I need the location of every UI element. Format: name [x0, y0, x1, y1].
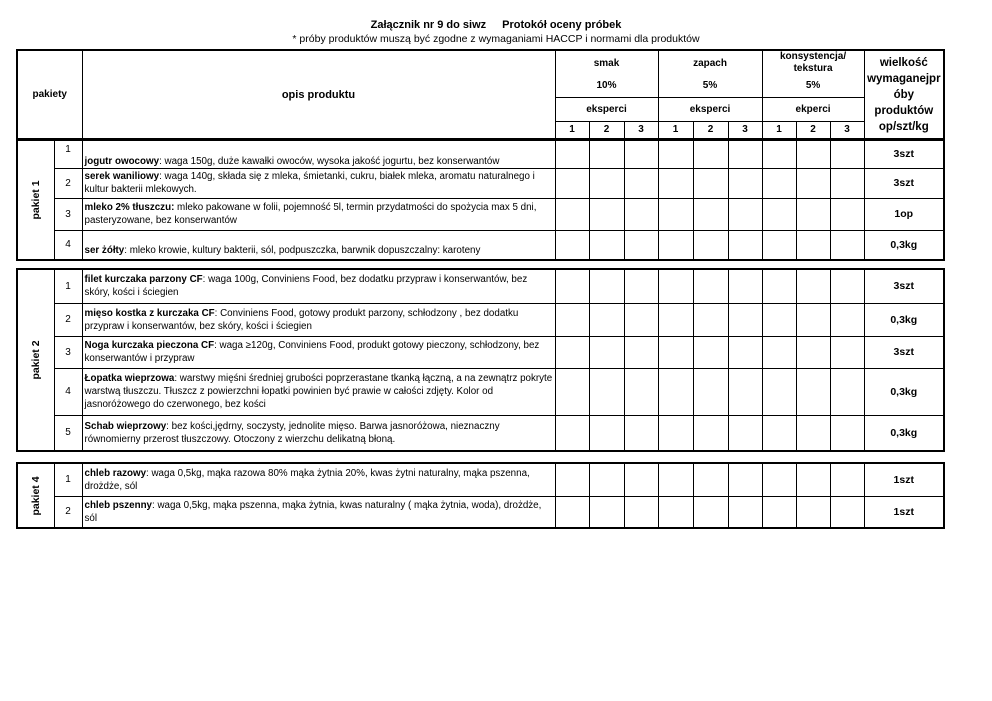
- rating-cell[interactable]: [762, 269, 796, 303]
- rating-cell[interactable]: [830, 230, 864, 260]
- item-number: 2: [54, 303, 82, 336]
- rating-cell[interactable]: [589, 336, 624, 368]
- item-number: 4: [54, 368, 82, 415]
- rating-cell[interactable]: [830, 368, 864, 415]
- rating-cell[interactable]: [693, 303, 728, 336]
- rating-cell[interactable]: [762, 368, 796, 415]
- rating-cell[interactable]: [589, 230, 624, 260]
- smell-experts: eksperci: [658, 97, 762, 121]
- rating-cell[interactable]: [762, 496, 796, 528]
- rating-cell[interactable]: [728, 140, 762, 168]
- expert-number: 3: [728, 121, 762, 139]
- rating-cell[interactable]: [589, 269, 624, 303]
- rating-cell[interactable]: [658, 230, 693, 260]
- packages-header: pakiety: [17, 50, 82, 139]
- sample-quantity: 1op: [864, 198, 944, 230]
- rating-cell[interactable]: [830, 336, 864, 368]
- rating-cell[interactable]: [624, 415, 658, 451]
- rating-cell[interactable]: [796, 230, 830, 260]
- sample-quantity: 0,3kg: [864, 415, 944, 451]
- package-label: pakiet 1: [17, 140, 54, 260]
- item-number: 3: [54, 198, 82, 230]
- sample-quantity: 3szt: [864, 168, 944, 198]
- rating-cell[interactable]: [830, 140, 864, 168]
- rating-cell[interactable]: [624, 303, 658, 336]
- rating-cell[interactable]: [796, 269, 830, 303]
- rating-cell[interactable]: [624, 230, 658, 260]
- rating-cell[interactable]: [624, 168, 658, 198]
- rating-cell[interactable]: [830, 198, 864, 230]
- rating-cell[interactable]: [728, 303, 762, 336]
- item-number: 1: [54, 269, 82, 303]
- header-table: [16, 49, 945, 140]
- rating-cell[interactable]: [762, 336, 796, 368]
- expert-number: 2: [589, 121, 624, 139]
- rating-cell[interactable]: [796, 368, 830, 415]
- rating-cell[interactable]: [796, 303, 830, 336]
- rating-cell[interactable]: [830, 168, 864, 198]
- rating-cell[interactable]: [796, 463, 830, 496]
- rating-cell[interactable]: [555, 230, 589, 260]
- rating-cell[interactable]: [658, 336, 693, 368]
- rating-cell[interactable]: [658, 415, 693, 451]
- rating-cell[interactable]: [624, 463, 658, 496]
- rating-cell[interactable]: [658, 303, 693, 336]
- rating-cell[interactable]: [555, 336, 589, 368]
- product-description: Schab wieprzowy: bez kości,jędrny, soczysty, jednolite mięso. Barwa jasnoróżowa, nieznaczny równomierny przerost tłuszczowy. Otoczony z wierzchu delikatną błoną.: [82, 415, 555, 451]
- rating-cell[interactable]: [589, 140, 624, 168]
- product-description: ser żółty: mleko krowie, kultury bakterii, sól, podpuszczka, barwnik dopuszczalny: karoteny: [82, 230, 555, 260]
- rating-cell[interactable]: [693, 368, 728, 415]
- rating-cell[interactable]: [589, 415, 624, 451]
- product-description: chleb razowy: waga 0,5kg, mąka razowa 80% mąka żytnia 20%, kwas żytni naturalny, mąka pszenna, drożdże, sól: [82, 463, 555, 496]
- rating-cell[interactable]: [555, 140, 589, 168]
- taste-weight: 10%: [555, 75, 658, 97]
- rating-cell[interactable]: [762, 303, 796, 336]
- item-number: 1: [54, 140, 82, 168]
- sample-quantity: 1szt: [864, 496, 944, 528]
- rating-cell[interactable]: [658, 168, 693, 198]
- rating-cell[interactable]: [555, 415, 589, 451]
- smell-weight: 5%: [658, 75, 762, 97]
- item-number: 2: [54, 168, 82, 198]
- rating-cell[interactable]: [658, 140, 693, 168]
- taste-experts: eksperci: [555, 97, 658, 121]
- rating-cell[interactable]: [555, 269, 589, 303]
- rating-cell[interactable]: [555, 198, 589, 230]
- consistency-header: konsystencja/ tekstura: [762, 50, 864, 75]
- rating-cell[interactable]: [589, 496, 624, 528]
- rating-cell[interactable]: [728, 198, 762, 230]
- sample-quantity: 3szt: [864, 336, 944, 368]
- package-table: [16, 139, 945, 261]
- rating-cell[interactable]: [693, 140, 728, 168]
- item-number: 1: [54, 463, 82, 496]
- rating-cell[interactable]: [624, 368, 658, 415]
- document-title: [0, 19, 992, 31]
- package-label: pakiet 4: [17, 463, 54, 528]
- rating-cell[interactable]: [555, 303, 589, 336]
- rating-cell[interactable]: [762, 415, 796, 451]
- package-table: [16, 462, 945, 529]
- rating-cell[interactable]: [796, 140, 830, 168]
- product-description: chleb pszenny: waga 0,5kg, mąka pszenna, mąka żytnia, kwas naturalny ( mąka żytnia, woda), drożdże, sól: [82, 496, 555, 528]
- rating-cell[interactable]: [796, 336, 830, 368]
- expert-number: 1: [658, 121, 693, 139]
- haccp-note: * próby produktów muszą być zgodne z wymaganiami HACCP i normami dla produktów: [292, 33, 700, 45]
- product-description: mięso kostka z kurczaka CF: Conviniens Food, gotowy produkt parzony, schłodzony , bez dodatku przypraw i konserwantów, bez skóry, kości i ściegien: [82, 303, 555, 336]
- rating-cell[interactable]: [693, 496, 728, 528]
- rating-cell[interactable]: [728, 269, 762, 303]
- rating-cell[interactable]: [658, 496, 693, 528]
- product-description: jogutr owocowy: waga 150g, duże kawałki owoców, wysoka jakość jogurtu, bez konserwantów: [82, 140, 555, 168]
- rating-cell[interactable]: [762, 463, 796, 496]
- protocol-title: Protokół oceny próbek: [502, 19, 622, 31]
- item-number: 5: [54, 415, 82, 451]
- description-header: opis produktu: [82, 50, 555, 139]
- item-number: 4: [54, 230, 82, 260]
- rating-cell[interactable]: [796, 198, 830, 230]
- rating-cell[interactable]: [658, 463, 693, 496]
- rating-cell[interactable]: [624, 198, 658, 230]
- consistency-experts: ekperci: [762, 97, 864, 121]
- rating-cell[interactable]: [555, 463, 589, 496]
- package-table: [16, 268, 945, 452]
- rating-cell[interactable]: [555, 368, 589, 415]
- expert-number: 3: [830, 121, 864, 139]
- rating-cell[interactable]: [693, 415, 728, 451]
- product-description: Noga kurczaka pieczona CF: waga ≥120g, Conviniens Food, produkt gotowy pieczony, schłodzony, bez konserwantów i przypraw: [82, 336, 555, 368]
- expert-number: 1: [555, 121, 589, 139]
- product-description: filet kurczaka parzony CF: waga 100g, Conviniens Food, bez dodatku przypraw i konserwantów, bez skóry, kości i ściegien: [82, 269, 555, 303]
- rating-cell[interactable]: [728, 496, 762, 528]
- rating-cell[interactable]: [796, 496, 830, 528]
- attachment-label: Załącznik nr 9 do siwz: [370, 19, 487, 31]
- sample-quantity: 1szt: [864, 463, 944, 496]
- expert-number: 3: [624, 121, 658, 139]
- sample-quantity: 3szt: [864, 269, 944, 303]
- sample-quantity: 3szt: [864, 140, 944, 168]
- taste-header: smak: [555, 50, 658, 75]
- rating-cell[interactable]: [830, 303, 864, 336]
- smell-header: zapach: [658, 50, 762, 75]
- rating-cell[interactable]: [728, 368, 762, 415]
- item-number: 3: [54, 336, 82, 368]
- rating-cell[interactable]: [830, 415, 864, 451]
- rating-cell[interactable]: [728, 336, 762, 368]
- rating-cell[interactable]: [555, 496, 589, 528]
- rating-cell[interactable]: [728, 463, 762, 496]
- rating-cell[interactable]: [728, 168, 762, 198]
- product-description: mleko 2% tłuszczu: mleko pakowane w folii, pojemność 5l, termin przydatmości do spożycia max 5 dni, pasteryzowane, bez konserwantów: [82, 198, 555, 230]
- rating-cell[interactable]: [624, 496, 658, 528]
- rating-cell[interactable]: [589, 168, 624, 198]
- rating-cell[interactable]: [796, 168, 830, 198]
- rating-cell[interactable]: [693, 168, 728, 198]
- quantity-header: wielkość wymaganejpr óby produktów op/szt/kg: [864, 50, 944, 139]
- rating-cell[interactable]: [555, 168, 589, 198]
- product-description: serek waniliowy: waga 140g, składa się z mleka, śmietanki, cukru, białek mleka, aromatu naturalnego i kultur bakterii mlekowych.: [82, 168, 555, 198]
- rating-cell[interactable]: [693, 198, 728, 230]
- expert-number: 2: [796, 121, 830, 139]
- rating-cell[interactable]: [762, 140, 796, 168]
- sample-quantity: 0,3kg: [864, 368, 944, 415]
- rating-cell[interactable]: [693, 269, 728, 303]
- rating-cell[interactable]: [589, 368, 624, 415]
- rating-cell[interactable]: [658, 368, 693, 415]
- rating-cell[interactable]: [589, 198, 624, 230]
- rating-cell[interactable]: [589, 303, 624, 336]
- rating-cell[interactable]: [693, 230, 728, 260]
- rating-cell[interactable]: [658, 198, 693, 230]
- sample-quantity: 0,3kg: [864, 303, 944, 336]
- rating-cell[interactable]: [693, 463, 728, 496]
- rating-cell[interactable]: [830, 269, 864, 303]
- rating-cell[interactable]: [796, 415, 830, 451]
- rating-cell[interactable]: [624, 336, 658, 368]
- rating-cell[interactable]: [830, 463, 864, 496]
- expert-number: 2: [693, 121, 728, 139]
- rating-cell[interactable]: [624, 140, 658, 168]
- package-label: pakiet 2: [17, 269, 54, 451]
- consistency-weight: 5%: [762, 75, 864, 97]
- rating-cell[interactable]: [624, 269, 658, 303]
- rating-cell[interactable]: [693, 336, 728, 368]
- rating-cell[interactable]: [658, 269, 693, 303]
- sample-quantity: 0,3kg: [864, 230, 944, 260]
- rating-cell[interactable]: [728, 415, 762, 451]
- rating-cell[interactable]: [762, 198, 796, 230]
- rating-cell[interactable]: [762, 168, 796, 198]
- rating-cell[interactable]: [728, 230, 762, 260]
- rating-cell[interactable]: [762, 230, 796, 260]
- product-description: Łopatka wieprzowa: warstwy mięśni średniej grubości poprzerastane tkanką łączną, a na zewnątrz pokryte warstwą tłuszczu. Tłuszcz z powierzchni łopatki powinien być prawie w całości zdjęty. Kolor od jasnoróżowego do czerwonego, bez kości: [82, 368, 555, 415]
- rating-cell[interactable]: [589, 463, 624, 496]
- expert-number: 1: [762, 121, 796, 139]
- rating-cell[interactable]: [830, 496, 864, 528]
- item-number: 2: [54, 496, 82, 528]
